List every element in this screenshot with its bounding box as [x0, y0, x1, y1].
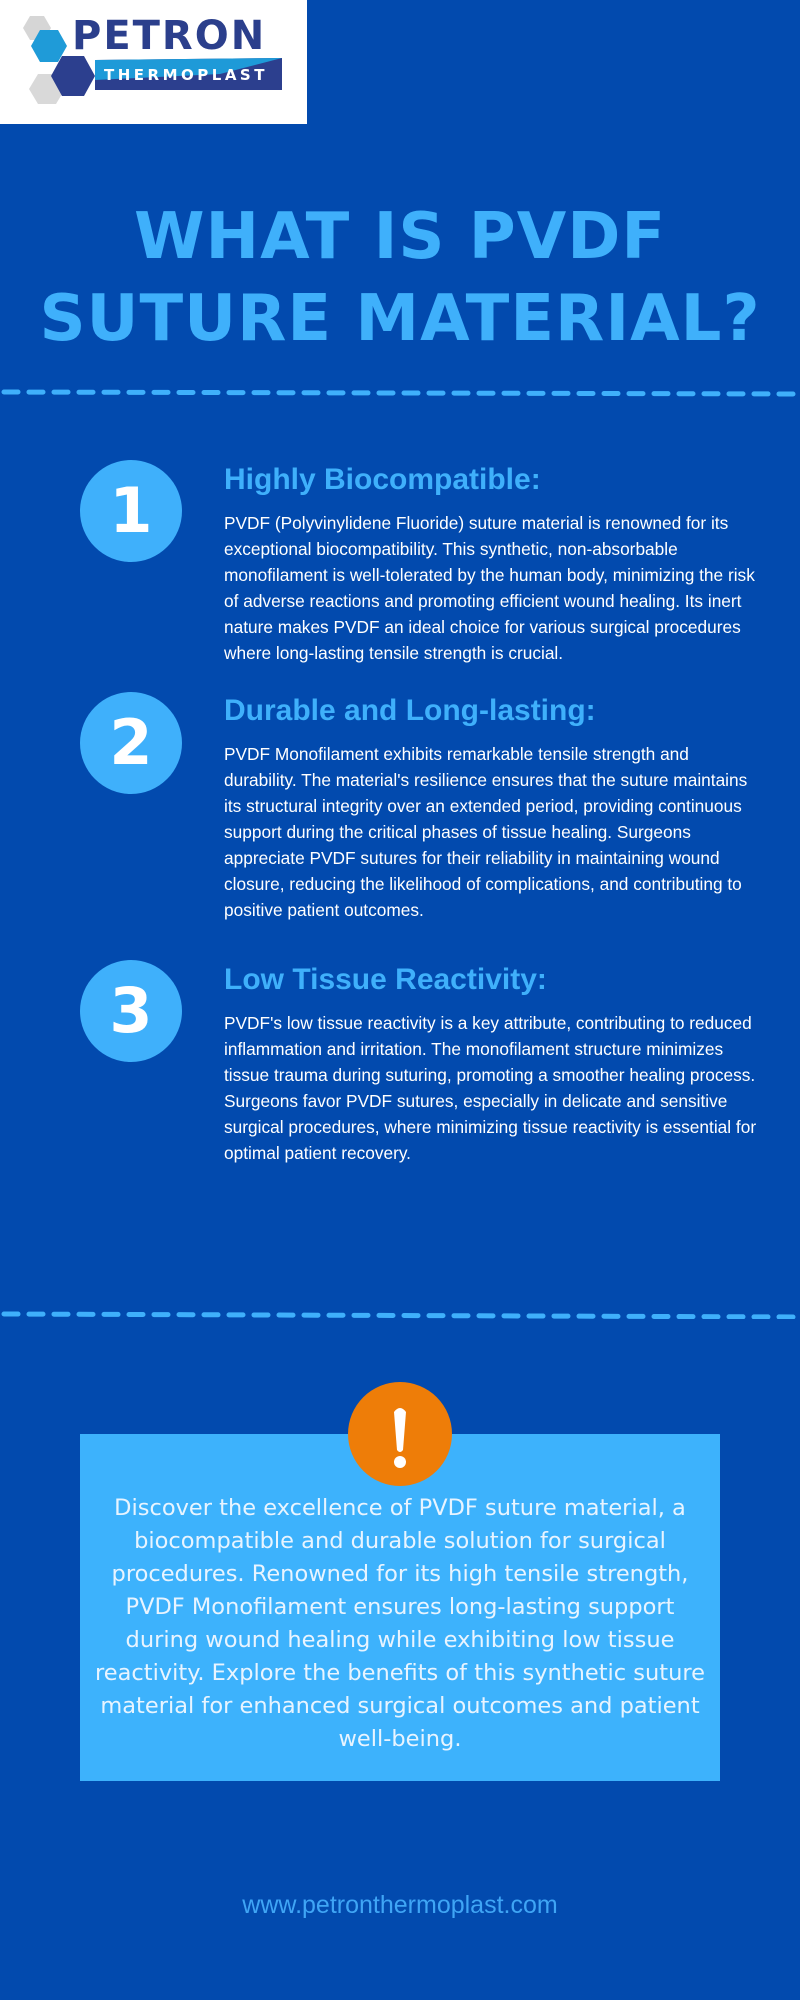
title-line-1: WHAT IS PVDF: [133, 200, 667, 274]
alert-badge: [348, 1382, 452, 1486]
feature-heading: Low Tissue Reactivity:: [224, 963, 547, 996]
logo: [0, 0, 307, 124]
feature-body: PVDF (Polyvinylidene Fluoride) suture material is renowned for its exceptional biocompatibility. This synthetic, non-absorbable monofilament is well-tolerated by the human body, minimizing the risk of adverse reactions and promoting efficient wound healing. Its inert nature makes PVDF an ideal choice for various surgical procedures where long-lasting tensile strength is crucial.: [224, 513, 755, 663]
logo-name-primary: PETRON: [72, 13, 267, 59]
dashed-divider-top: [0, 389, 800, 397]
callout-text: Discover the excellence of PVDF suture material, a biocompatible and durable solution for surgical procedures. Renowned for its high tensile strength, PVDF Monofilament ensures long-lasting support during wound healing while exhibiting low tissue reactivity. Explore the benefits of this synthetic suture material for enhanced surgical outcomes and patient well-being.: [95, 1495, 705, 1752]
feature-heading: Durable and Long-lasting:: [224, 694, 596, 727]
title-line-2: SUTURE MATERIAL?: [39, 282, 761, 356]
feature-heading: Highly Biocompatible:: [224, 463, 541, 496]
number-badge: 2: [80, 692, 182, 794]
number-badge: 3: [80, 960, 182, 1062]
website-link[interactable]: www.petronthermoplast.com: [242, 1891, 558, 1919]
feature-body: PVDF's low tissue reactivity is a key attribute, contributing to reduced inflammation and irritation. The monofilament structure minimizes tissue trauma during suturing, promoting a smoother healing process. Surgeons favor PVDF sutures, especially in delicate and sensitive surgical procedures, where minimizing tissue reactivity is essential for optimal patient recovery.: [224, 1013, 757, 1163]
number-badge: 1: [80, 460, 182, 562]
exclamation-icon: [348, 1382, 452, 1486]
feature-body: PVDF Monofilament exhibits remarkable tensile strength and durability. The material's resilience ensures that the suture maintains its structural integrity over an extended period, providing continuous support during the critical phases of tissue healing. Surgeons appreciate PVDF sutures for their reliability in maintaining wound closure, reducing the likelihood of complications, and contributing to positive patient outcomes.: [224, 744, 748, 920]
page-title: [0, 196, 800, 360]
logo-name-secondary: THERMOPLAST: [104, 66, 268, 84]
dashed-divider-bottom: [0, 1311, 800, 1319]
